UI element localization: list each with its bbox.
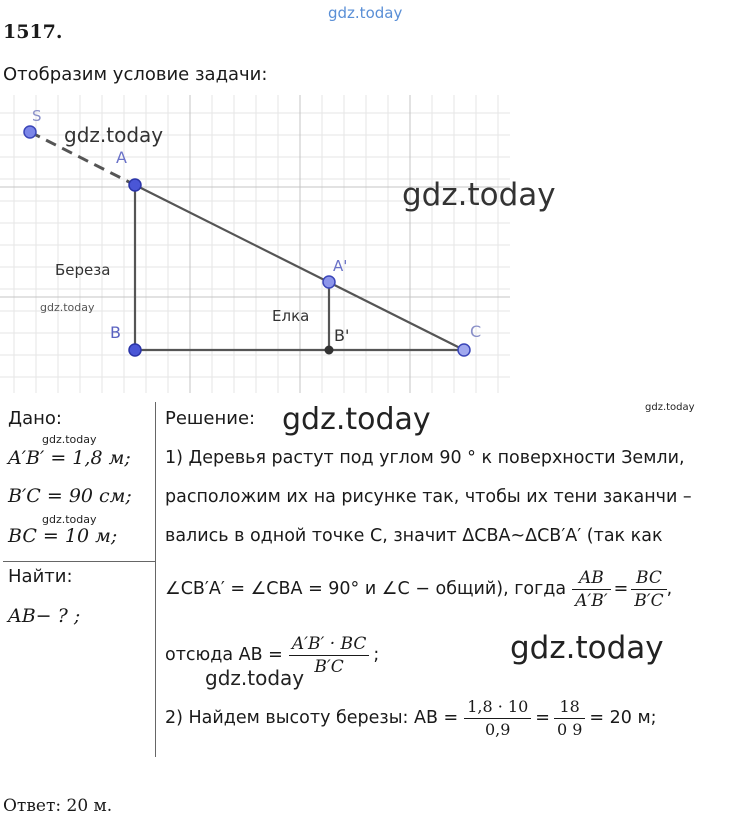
line4-fraction-2	[631, 567, 666, 612]
line6-eq: =	[535, 708, 550, 728]
given-find-divider	[3, 561, 155, 562]
watermark-solution-4: gdz.today	[205, 666, 305, 690]
watermark-given-1: gdz.today	[42, 433, 97, 446]
label-a-prime: A'	[333, 257, 348, 275]
line5-text: отсюда AB =	[165, 645, 283, 665]
solution-line-1: 1) Деревья растут под углом 90 ° к поверхности Земли,	[165, 448, 685, 468]
watermark-solution-3: gdz.today	[510, 630, 664, 666]
find-item: AB− ? ;	[8, 605, 81, 627]
point-c	[458, 344, 470, 356]
line4-frac2-den: B′C	[634, 590, 664, 611]
watermark-solution-1: gdz.today	[282, 402, 431, 437]
column-divider	[155, 402, 156, 757]
line4-fraction-1	[572, 567, 611, 612]
point-s	[24, 126, 36, 138]
line4-frac2-num: BC	[631, 567, 666, 590]
line4-eq: =	[613, 579, 629, 599]
find-header: Найти:	[8, 566, 73, 587]
label-spruce: Елка	[272, 307, 310, 325]
line5-frac-num: A′B′ · BC	[289, 633, 370, 656]
solution-line-4	[165, 564, 672, 614]
label-c: C	[470, 322, 482, 341]
line6-frac1-den: 0,9	[485, 719, 511, 739]
line6-fraction-1	[464, 696, 531, 741]
line6-frac1-num: 1,8 · 10	[464, 696, 531, 719]
watermark-given-2: gdz.today	[42, 513, 97, 526]
given-item-3: BC = 10 м;	[8, 525, 118, 547]
point-a-prime	[323, 276, 335, 288]
line6-frac2-den: 0 9	[556, 719, 583, 739]
line4-text: ∠CB′A′ = ∠CBA = 90° и ∠C − общий), гогда	[165, 579, 567, 599]
label-s: S	[32, 107, 42, 125]
point-b	[129, 344, 141, 356]
line4-frac1-den: A′B′	[575, 590, 608, 611]
point-b-prime	[325, 346, 334, 355]
watermark-figure-2: gdz.today	[402, 177, 556, 213]
watermark-top: gdz.today	[328, 4, 403, 22]
given-item-2: B′C = 90 см;	[8, 485, 132, 507]
answer-text: Ответ: 20 м.	[3, 796, 113, 816]
label-b: B	[110, 323, 121, 342]
solution-line-2: расположим их на рисунке так, чтобы их тени заканчи –	[165, 487, 692, 507]
intro-text: Отобразим условие задачи:	[3, 64, 268, 85]
solution-header: Решение:	[165, 408, 256, 429]
point-a	[129, 179, 141, 191]
watermark-figure-3: gdz.today	[40, 301, 95, 314]
line4-end: ,	[666, 579, 673, 599]
label-a: A	[116, 148, 127, 167]
line6-end: = 20 м;	[589, 708, 657, 728]
label-b-prime: B'	[334, 326, 350, 345]
given-header: Дано:	[8, 408, 62, 429]
given-item-1: A′B′ = 1,8 м;	[8, 447, 131, 469]
watermark-solution-2: gdz.today	[645, 402, 695, 413]
line5-end: ;	[373, 645, 380, 665]
label-birch: Береза	[55, 261, 111, 279]
solution-line-3: вались в одной точке C, значит ΔCBA~ΔCB′A′ (так как	[165, 526, 663, 546]
line6-fraction-2	[554, 696, 585, 741]
watermark-figure-1: gdz.today	[64, 123, 164, 147]
line6-frac2-num: 18	[554, 696, 585, 719]
solution-line-6	[165, 692, 657, 744]
problem-number: 1517.	[3, 21, 63, 43]
line5-frac-den: B′C	[314, 656, 344, 677]
line4-frac1-num: AB	[572, 567, 611, 590]
line6-text: 2) Найдем высоту березы: AB =	[165, 708, 459, 728]
triangle-figure	[0, 95, 556, 393]
